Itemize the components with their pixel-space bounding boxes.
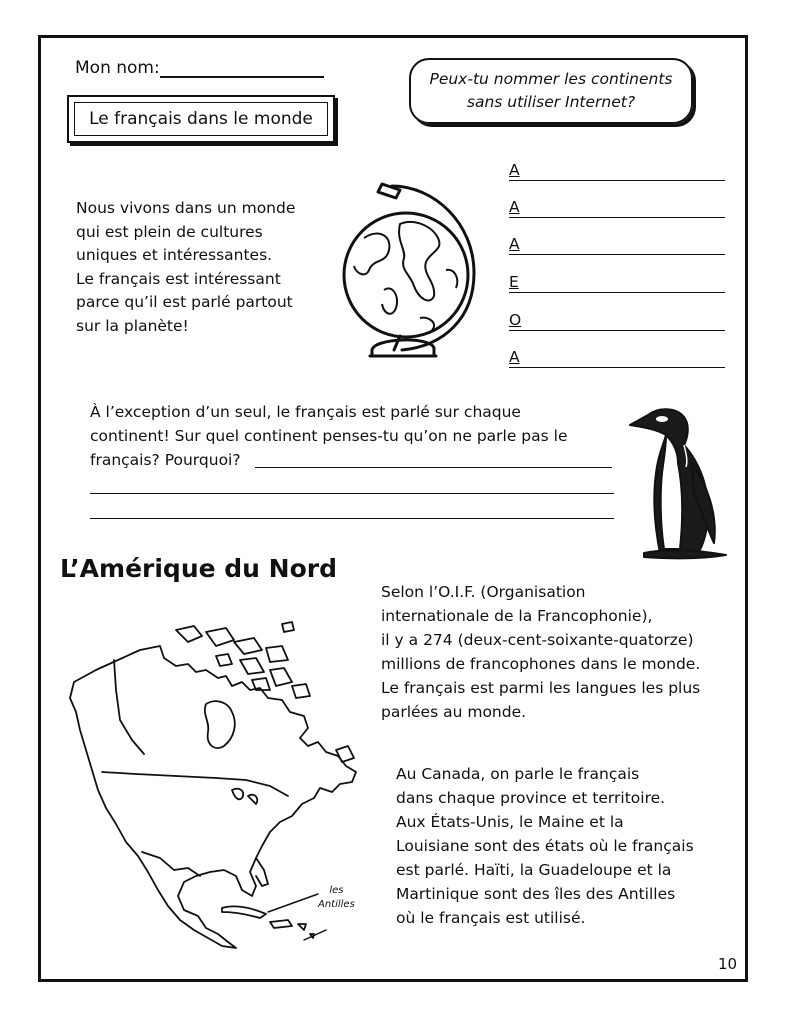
map-label-line: les: [329, 885, 344, 896]
title-box: [67, 95, 335, 143]
continent-answer-line[interactable]: E: [509, 272, 725, 293]
oif-line: parlées au monde.: [381, 703, 527, 721]
intro-line: qui est plein de cultures: [76, 222, 263, 241]
francophone-regions-paragraph: [396, 762, 736, 930]
question2-line: français? Pourquoi?: [90, 451, 241, 469]
answer-line[interactable]: [90, 518, 614, 519]
canada-line: Aux États-Unis, le Maine et la: [396, 813, 624, 831]
canada-line: Au Canada, on parle le français: [396, 765, 640, 783]
oif-line: il y a 274 (deux-cent-soixante-quatorze): [381, 631, 694, 649]
oif-line: Selon l’O.I.F. (Organisation: [381, 583, 586, 601]
map-label-line: Antilles: [318, 899, 355, 910]
answer-line[interactable]: [90, 493, 614, 494]
continent-answer-line[interactable]: A: [509, 234, 725, 255]
globe-icon: [334, 178, 484, 364]
oif-line: Le français est parmi les langues les plus: [381, 679, 701, 697]
antilles-map-label: [318, 884, 355, 912]
page-title: Le français dans le monde: [74, 102, 328, 136]
question2-line: À l’exception d’un seul, le français est parlé sur chaque: [90, 403, 521, 421]
continents-question-box: [409, 58, 693, 124]
canada-line: est parlé. Haïti, la Guadeloupe et la: [396, 861, 672, 879]
answer-line[interactable]: [255, 467, 612, 468]
section-title: L’Amérique du Nord: [60, 554, 338, 583]
intro-line: parce qu’il est parlé partout: [76, 293, 293, 311]
continent-answer-line[interactable]: A: [509, 160, 725, 181]
question-line: sans utiliser Internet?: [466, 93, 636, 111]
continent-answer-line[interactable]: A: [509, 347, 725, 368]
antarctica-question: [90, 400, 630, 472]
canada-line: dans chaque province et territoire.: [396, 789, 666, 807]
intro-line: uniques et intéressantes.: [76, 246, 273, 264]
canada-line: Louisiane sont des états où le français: [396, 837, 694, 855]
intro-paragraph: [76, 197, 326, 338]
oif-line: millions de francophones dans le monde.: [381, 655, 701, 673]
question-line: Peux-tu nommer les continents: [429, 70, 673, 88]
canada-line: Martinique sont des îles des Antilles: [396, 885, 676, 903]
question2-line: continent! Sur quel continent penses-tu qu’on ne parle pas le: [90, 427, 568, 445]
oif-line: internationale de la Francophonie),: [381, 607, 653, 625]
continent-answer-line[interactable]: A: [509, 197, 725, 218]
continent-answer-line[interactable]: O: [509, 310, 725, 331]
oif-paragraph: [381, 580, 741, 724]
page-number: 10: [718, 955, 738, 973]
penguin-icon: [622, 403, 734, 561]
name-input-line[interactable]: [160, 62, 324, 78]
name-label: Mon nom:: [75, 58, 160, 78]
intro-line: Le français est intéressant: [76, 269, 281, 288]
canada-line: où le français est utilisé.: [396, 909, 586, 927]
intro-line: sur la planète!: [76, 316, 189, 335]
intro-line: Nous vivons dans un monde: [76, 199, 296, 217]
